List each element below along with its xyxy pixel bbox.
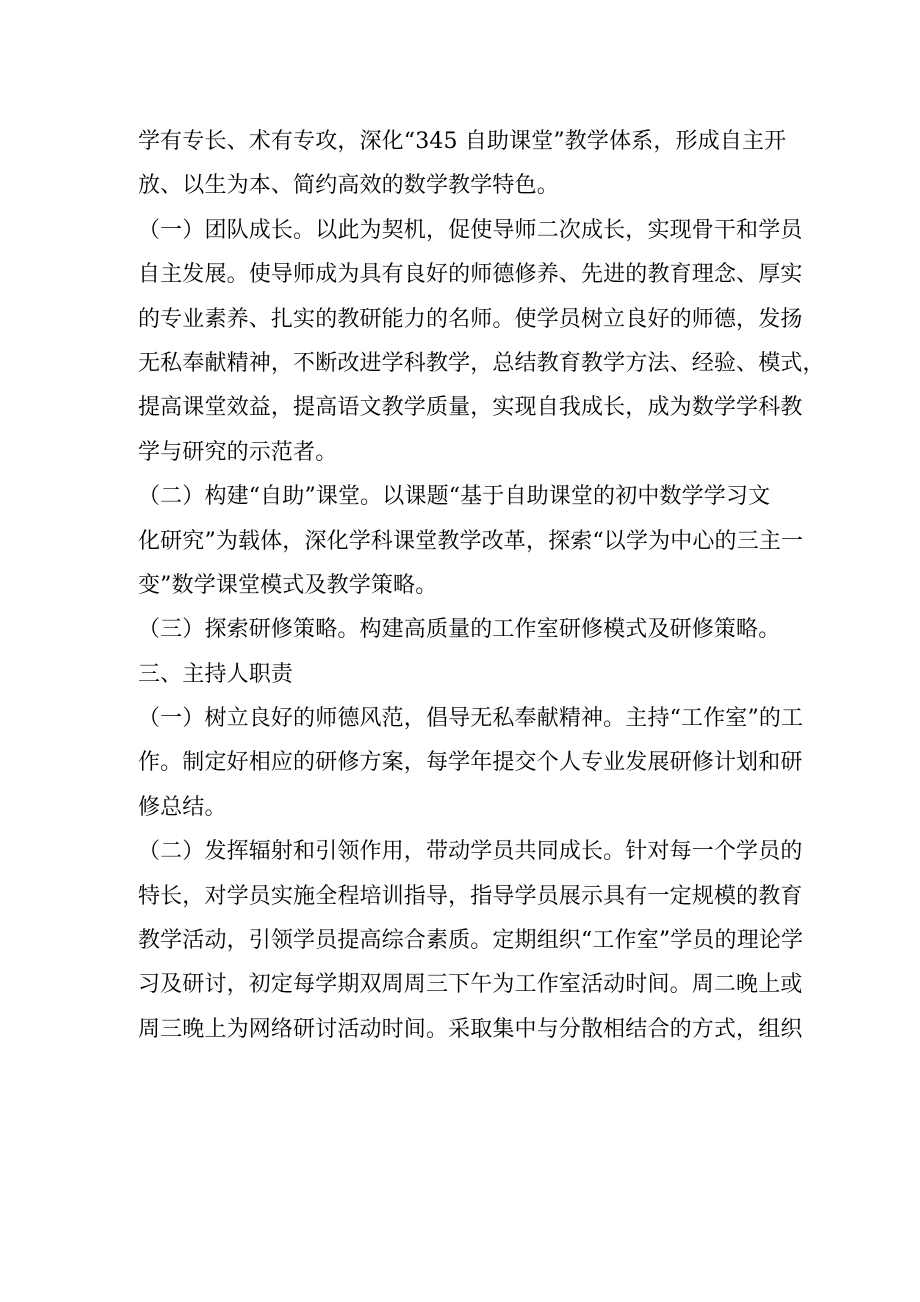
text-line: （一）团队成长。以此为契机，促使导师二次成长，实现骨干和学员 [138, 217, 803, 243]
text-line: 周三晚上为网络研讨活动时间。采取集中与分散相结合的方式，组织 [138, 1016, 803, 1042]
text-line: 变”数学课堂模式及教学策略。 [138, 572, 438, 598]
text-line: 习及研讨，初定每学期双周周三下午为工作室活动时间。周二晚上或 [138, 972, 803, 998]
section-heading: 三、主持人职责 [138, 661, 294, 687]
text-line: 作。制定好相应的研修方案，每学年提交个人专业发展研修计划和研 [138, 750, 803, 776]
document-body [138, 120, 825, 1052]
text-line: 学与研究的示范者。 [138, 439, 338, 465]
text-line: 特长，对学员实施全程培训指导，指导学员展示具有一定规模的教育 [138, 883, 803, 909]
text-line: 学有专长、术有专攻，深化“345 自助课堂”教学体系，形成自主开 [138, 129, 787, 154]
text-line: 修总结。 [138, 794, 227, 820]
text-line: 的专业素养、扎实的教研能力的名师。使学员树立良好的师德，发扬 [138, 306, 803, 332]
text-line: （三）探索研修策略。构建高质量的工作室研修模式及研修策略。 [138, 617, 781, 643]
text-line: （二）发挥辐射和引领作用，带动学员共同成长。针对每一个学员的 [138, 839, 803, 865]
text-line: 提高课堂效益，提高语文教学质量，实现自我成长，成为数学学科教 [138, 395, 803, 421]
text-line: 放、以生为本、简约高效的数学教学特色。 [138, 173, 559, 199]
text-line: （二）构建“自助”课堂。以课题“基于自助课堂的初中数学学习文 [138, 484, 771, 510]
text-line: 教学活动，引领学员提高综合素质。定期组织“工作室”学员的理论学 [138, 928, 804, 954]
text-line: 自主发展。使导师成为具有良好的师德修养、先进的教育理念、厚实 [138, 262, 803, 288]
text-line: （一）树立良好的师德风范，倡导无私奉献精神。主持“工作室”的工 [138, 706, 804, 732]
text-line: 化研究”为载体，深化学科课堂教学改革，探索“以学为中心的三主一 [138, 528, 804, 554]
text-line: 无私奉献精神，不断改进学科教学，总结教育教学方法、经验、模式， [138, 350, 825, 376]
